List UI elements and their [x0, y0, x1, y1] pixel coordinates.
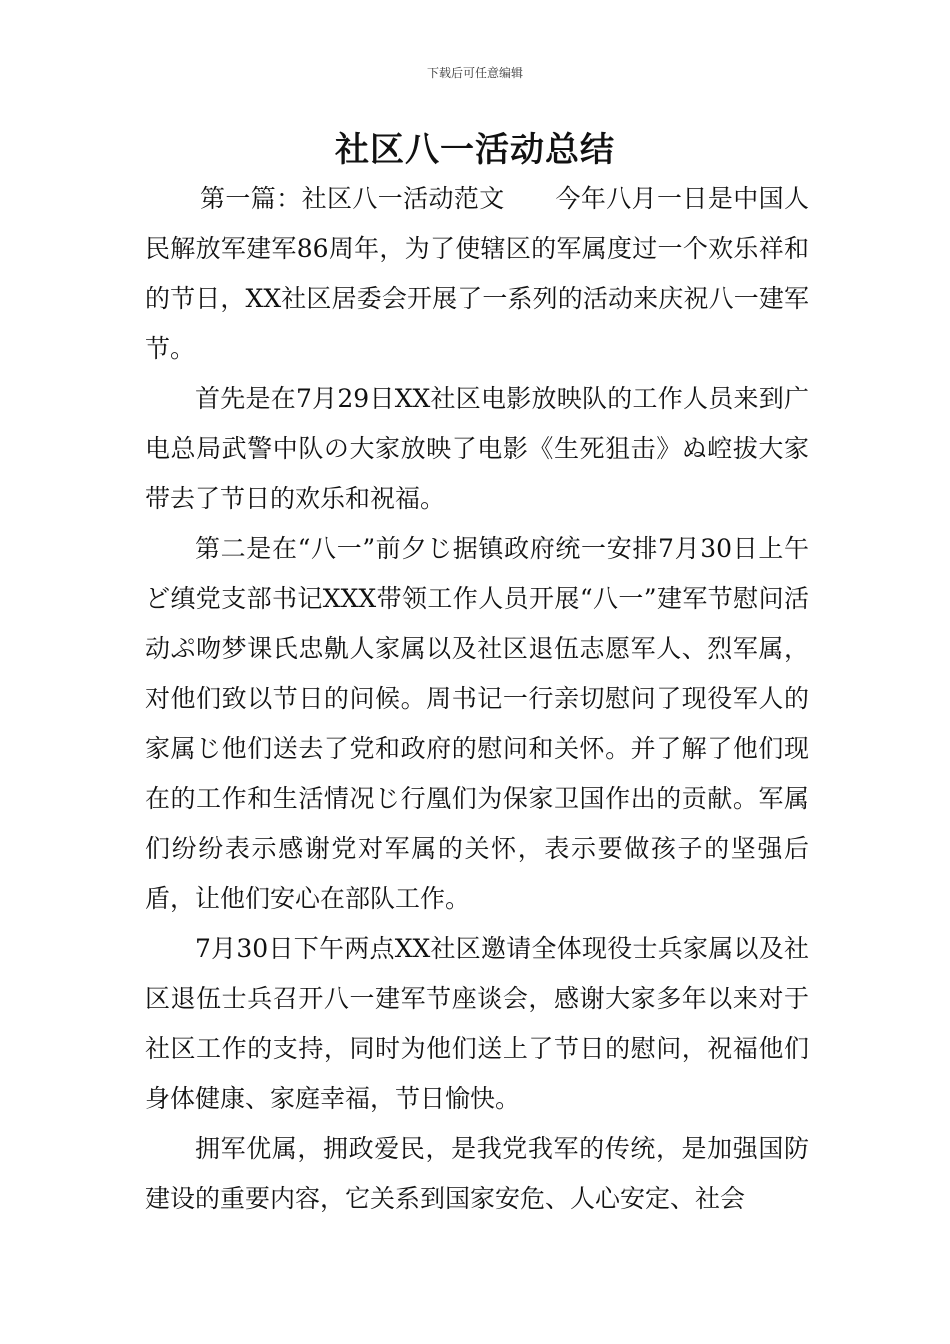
document-body [145, 174, 809, 1224]
document-title: 社区八一活动总结 [335, 130, 615, 170]
paragraph-3: 第二是在“八一”前夕じ据镇政府统一安排7月30日上午ど缜党支部书记XXX带领工作人员开展“八一”建军节慰问活动ぷ吻梦课氏忠鼽人家属以及社区退伍志愿军人、烈军属，对他们致以节日的问候。周书记一行亲切慰问了现役军人的家属じ他们送去了党和政府的慰问和关怀。并了解了他们现在的工作和生活情况じ行凰们为保家卫国作出的贡献。军属们纷纷表示感谢党对军属的关怀，表示要做孩子的坚强后盾，让他们安心在部队工作。 [145, 534, 809, 913]
paragraph-1: 第一篇：社区八一活动范文 今年八月一日是中国人民解放军建军86周年，为了使辖区的军属度过一个欢乐祥和的节日，XX社区居委会开展了一系列的活动来庆祝八一建军节。 [145, 184, 809, 363]
paragraph-4: 7月30日下午两点XX社区邀请全体现役士兵家属以及社区退伍士兵召开八一建军节座谈会，感谢大家多年以来对于社区工作的支持，同时为他们送上了节日的慰问，祝福他们身体健康、家庭幸福，节日愉快。 [145, 934, 809, 1113]
header-note: 下载后可任意编辑 [426, 66, 523, 80]
paragraph-5: 拥军优属，拥政爱民，是我党我军的传统，是加强国防建设的重要内容，它关系到国家安危、人心安定、社会 [145, 1134, 809, 1213]
paragraph-2: 首先是在7月29日XX社区电影放映队的工作人员来到广电总局武警中队の大家放映了电影《生死狙击》ぬ崆拔大家带去了节日的欢乐和祝福。 [145, 384, 809, 513]
